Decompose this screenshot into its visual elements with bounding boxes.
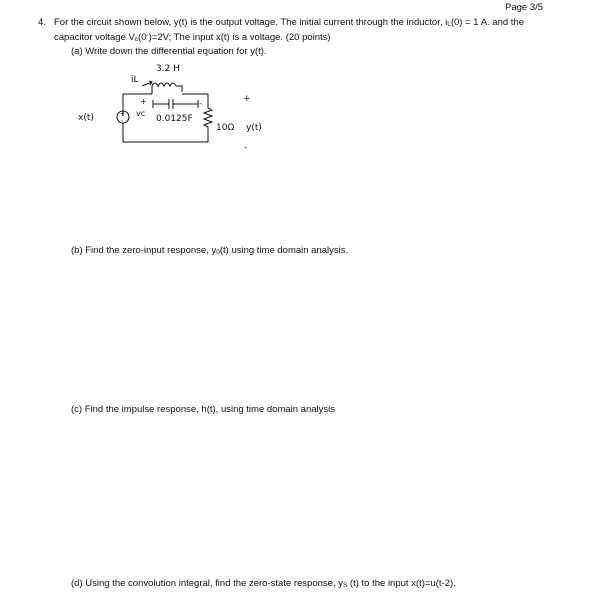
part-c-prompt: (c) Find the impulse response, h(t), using time domain analysis (71, 404, 336, 415)
source-plus: + (120, 111, 126, 118)
cap-minus: - (199, 99, 202, 108)
cap-plus: + (140, 97, 147, 106)
source-minus: - (121, 117, 124, 124)
output-plus: + (243, 94, 251, 104)
part-d-prompt: (d) Using the convolution integral, find the zero-state response, $y_S$ (t) to the input x(t)=u(t-2). (71, 578, 456, 589)
output-label: y(t) (246, 123, 262, 133)
circuit-diagram (60, 60, 290, 160)
resistor-label: 10Ω (216, 123, 235, 133)
capacitor-symbol (153, 99, 198, 109)
question-text-line-2: capacitor voltage $V_c(0^-)=2V$; The input x(t) is a voltage. (20 points) (54, 32, 331, 43)
question-number: 4. (38, 17, 46, 28)
inductor-label: 3.2 H (156, 64, 180, 74)
inductor-coil (152, 83, 176, 86)
current-label: iL (131, 75, 139, 85)
page-number: Page 3/5 (505, 2, 544, 13)
question-text-line-1: For the circuit shown below, y(t) is the output voltage. The initial current through the inductor, $i_L(0) = 1$ A. and the (54, 17, 525, 28)
output-minus: - (244, 143, 248, 153)
bottom-wire (123, 123, 208, 142)
top-right-wire (182, 94, 208, 100)
part-b-prompt: (b) Find the zero-input response, $y_0(t)$ using time domain analysis. (71, 245, 349, 256)
input-label: x(t) (78, 113, 94, 123)
resistor-symbol (204, 100, 212, 133)
capacitor-label: 0.0125F (156, 114, 193, 124)
cap-voltage-label: vc (136, 109, 146, 118)
part-a-prompt: (a) Write down the differential equation for y(t). (71, 46, 267, 57)
inductor-lead (176, 86, 182, 92)
